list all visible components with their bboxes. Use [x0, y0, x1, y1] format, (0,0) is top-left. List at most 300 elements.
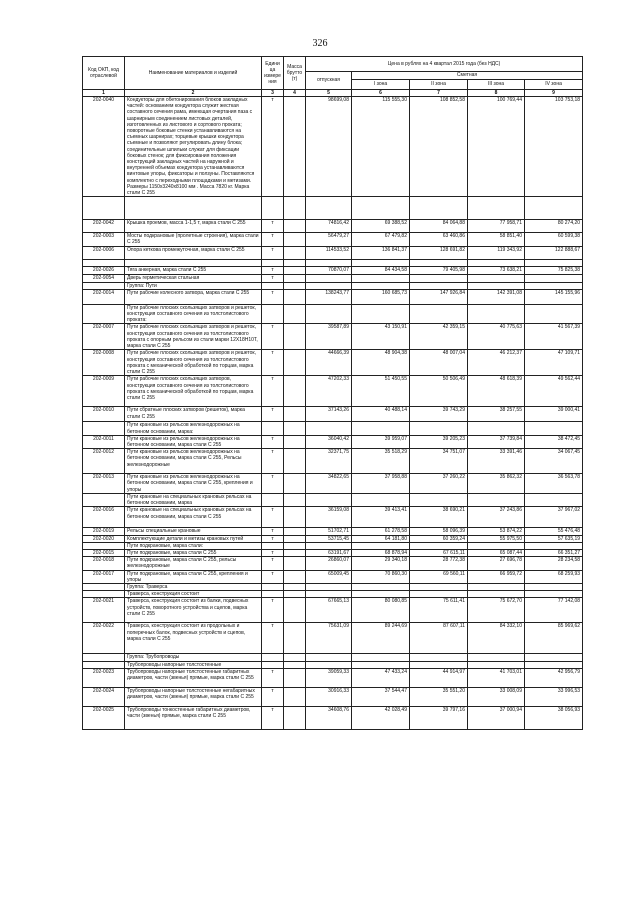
cell-mass — [284, 304, 306, 324]
cell-name: Мосты подкрановые (пролетные строения), марка стали С 255 — [125, 233, 262, 246]
cell-p5: 26860,07 — [306, 557, 352, 570]
cell-p9: 55 476,48 — [525, 528, 583, 535]
cell-p8: 73 638,21 — [468, 266, 525, 274]
cell-name: Пути крановые из рельсов железнодорожных на бетонном основании, марка стали С 255, крепления и упоры — [125, 474, 262, 494]
cell-p5: 65009,45 — [306, 570, 352, 583]
header-zone-1: I зона — [352, 80, 410, 90]
cell-p5: 70870,07 — [306, 266, 352, 274]
cell-p7: 39 205,23 — [410, 435, 468, 448]
price-table — [82, 56, 583, 730]
header-zone-2: II зона — [410, 80, 468, 90]
table-row — [83, 220, 583, 233]
cell-p9: 145 155,96 — [525, 289, 583, 304]
cell-p7: 42 359,15 — [410, 324, 468, 350]
cell-mass — [284, 246, 306, 259]
table-row — [83, 282, 583, 289]
table-row — [83, 706, 583, 729]
cell-p7: 128 691,82 — [410, 246, 468, 259]
cell-p9: 57 635,19 — [525, 535, 583, 542]
table-row — [83, 623, 583, 654]
cell-p8 — [468, 304, 525, 324]
cell-p5: 36040,42 — [306, 435, 352, 448]
table-row — [83, 435, 583, 448]
cell-unit: т — [262, 97, 284, 197]
cell-unit: т — [262, 289, 284, 304]
cell-p6: 69 388,52 — [352, 220, 410, 233]
cell-p7: 39 743,29 — [410, 407, 468, 422]
cell-name: Пути подкрановые, марка стали С 255, крепления и упоры — [125, 570, 262, 583]
cell-name: Тяга анкерная, марка стали С 255 — [125, 266, 262, 274]
cell-unit — [262, 282, 284, 289]
cell-p8: 41 703,01 — [468, 668, 525, 687]
cell-code: 202-0016 — [83, 507, 125, 528]
cell-p8: 142 391,08 — [468, 289, 525, 304]
cell-mass — [284, 706, 306, 729]
cell-p6 — [352, 197, 410, 220]
cell-name: Крышка проемов, масса 1-1,5 т, марка стали С 255 — [125, 220, 262, 233]
cell-code — [83, 654, 125, 661]
header-estimate: Сметная — [352, 72, 583, 80]
header-release: отпускная — [306, 72, 352, 90]
table-row — [83, 687, 583, 706]
table-row — [83, 422, 583, 435]
cell-mass — [284, 535, 306, 542]
cell-p6: 160 685,73 — [352, 289, 410, 304]
table-row — [83, 274, 583, 282]
cell-p6 — [352, 542, 410, 549]
cell-p7 — [410, 259, 468, 266]
cell-code — [83, 493, 125, 506]
cell-p9: 38 472,45 — [525, 435, 583, 448]
table-row — [83, 259, 583, 266]
header-zone-4: IV зона — [525, 80, 583, 90]
table-row — [83, 654, 583, 661]
cell-p5: 138243,77 — [306, 289, 352, 304]
cell-p8: 33 008,09 — [468, 687, 525, 706]
cell-code — [83, 422, 125, 435]
cell-mass — [284, 687, 306, 706]
cell-mass — [284, 324, 306, 350]
cell-name: Трубопроводы тонкостенные габаритных диаметров, части (звенья) прямые, марка стали С 255 — [125, 706, 262, 729]
cell-name: Кондукторы для обетонирования блоков закладных частей: основанием кондуктора служит жесткая составного сечения рама, имеющая очертания паза с шарнирным соединением листовых деталей, изготовленных из листового и сортового проката; поворотные боковые стенки устанавливаются на съемных шарнирах; торцевые крышки кондуктора съемные и позволяют регулировать длину блока; соединительные шпильки служат для фиксации боковых стенок; для фиксирования положения конструкций закладных частей на наружной и внутренней объемах кондуктора устанавливаются винтовые упоры, фиксаторы и ползуны. Поставляются комплектно с переходными площадками и метизами. Размеры 1150х3240х8100 мм . Масса 7820 кг. Марка стали С 255 — [125, 97, 262, 197]
cell-p5: 32371,75 — [306, 449, 352, 474]
cell-name: Трубопроводы напорные толстостенные — [125, 661, 262, 668]
cell-p6: 48 904,38 — [352, 350, 410, 376]
cell-unit: т — [262, 528, 284, 535]
cell-p6: 67 479,82 — [352, 233, 410, 246]
cell-p7: 38 690,21 — [410, 507, 468, 528]
cell-code: 202-0009 — [83, 376, 125, 407]
cell-name — [125, 259, 262, 266]
cell-unit: т — [262, 507, 284, 528]
cell-p9: 39 000,41 — [525, 407, 583, 422]
cell-code: 202-0040 — [83, 97, 125, 197]
cell-p6 — [352, 274, 410, 282]
cell-unit: т — [262, 598, 284, 623]
cell-mass — [284, 220, 306, 233]
cell-p9 — [525, 422, 583, 435]
cell-code: 202-0024 — [83, 687, 125, 706]
cell-mass — [284, 528, 306, 535]
column-number: 2 — [125, 90, 262, 97]
cell-unit — [262, 493, 284, 506]
cell-p9: 47 109,71 — [525, 350, 583, 376]
cell-unit: т — [262, 220, 284, 233]
table-row — [83, 289, 583, 304]
cell-p6 — [352, 493, 410, 506]
cell-p6: 70 860,30 — [352, 570, 410, 583]
cell-p8: 48 618,39 — [468, 376, 525, 407]
column-number: 6 — [352, 90, 410, 97]
table-body — [83, 97, 583, 730]
cell-name: Пути крановые из рельсов железнодорожных на бетонном основании, марка стали С 255 — [125, 435, 262, 448]
cell-p7 — [410, 274, 468, 282]
cell-p7: 58 096,39 — [410, 528, 468, 535]
cell-p9 — [525, 591, 583, 598]
cell-p9: 80 274,20 — [525, 220, 583, 233]
cell-code: 202-0018 — [83, 557, 125, 570]
cell-p6 — [352, 654, 410, 661]
cell-p8: 65 087,44 — [468, 549, 525, 556]
cell-p8 — [468, 591, 525, 598]
cell-mass — [284, 542, 306, 549]
cell-p9: 77 142,08 — [525, 598, 583, 623]
cell-p5: 114533,52 — [306, 246, 352, 259]
cell-mass — [284, 570, 306, 583]
cell-p7: 67 615,11 — [410, 549, 468, 556]
cell-p9 — [525, 542, 583, 549]
cell-p9: 85 969,62 — [525, 623, 583, 654]
cell-name: Траверса, конструкция состоит из продольных и поперечных балок, подвесных устройств и сцепов, марка стали С 255 — [125, 623, 262, 654]
cell-code: 202-0008 — [83, 350, 125, 376]
cell-p9 — [525, 583, 583, 590]
cell-unit: т — [262, 376, 284, 407]
cell-unit — [262, 304, 284, 324]
cell-p5: 39587,89 — [306, 324, 352, 350]
cell-p8: 55 975,50 — [468, 535, 525, 542]
cell-unit — [262, 422, 284, 435]
table-row — [83, 304, 583, 324]
cell-p7 — [410, 197, 468, 220]
cell-code: 202-0013 — [83, 474, 125, 494]
cell-name: Пути подкрановые, марка стали С 255 — [125, 549, 262, 556]
cell-name: Пути рабочие колесного затвора, марка стали С 255 — [125, 289, 262, 304]
cell-p5: 98699,08 — [306, 97, 352, 197]
cell-mass — [284, 549, 306, 556]
cell-code — [83, 591, 125, 598]
cell-p7: 44 914,97 — [410, 668, 468, 687]
cell-code: 202-0012 — [83, 449, 125, 474]
cell-p5: 34608,76 — [306, 706, 352, 729]
cell-mass — [284, 557, 306, 570]
cell-p9 — [525, 493, 583, 506]
cell-p5: 30916,33 — [306, 687, 352, 706]
cell-p8 — [468, 542, 525, 549]
cell-p9: 49 562,44 — [525, 376, 583, 407]
cell-p5 — [306, 583, 352, 590]
table-row — [83, 661, 583, 668]
cell-p8: 33 391,46 — [468, 449, 525, 474]
cell-p9: 66 351,27 — [525, 549, 583, 556]
cell-mass — [284, 274, 306, 282]
cell-p6: 42 028,49 — [352, 706, 410, 729]
cell-p5: 36159,08 — [306, 507, 352, 528]
cell-p9: 75 825,38 — [525, 266, 583, 274]
table-row — [83, 549, 583, 556]
cell-unit: т — [262, 266, 284, 274]
cell-p6 — [352, 259, 410, 266]
cell-mass — [284, 422, 306, 435]
cell-name: Пути крановые из рельсов железнодорожных на бетонном основании, марка: — [125, 422, 262, 435]
cell-unit — [262, 591, 284, 598]
cell-code: 202-0025 — [83, 706, 125, 729]
cell-p8: 46 212,37 — [468, 350, 525, 376]
header-mass: Масса брутто (т) — [284, 57, 306, 90]
cell-p6: 61 278,58 — [352, 528, 410, 535]
cell-mass — [284, 259, 306, 266]
cell-name: Траверса, конструкция состоит — [125, 591, 262, 598]
cell-unit — [262, 583, 284, 590]
table-row — [83, 97, 583, 197]
cell-p7: 147 926,84 — [410, 289, 468, 304]
cell-mass — [284, 266, 306, 274]
cell-p8: 84 332,10 — [468, 623, 525, 654]
cell-p6: 29 340,18 — [352, 557, 410, 570]
cell-p8 — [468, 661, 525, 668]
cell-p6 — [352, 661, 410, 668]
cell-code: 202-9054 — [83, 274, 125, 282]
cell-name: Пути рабочие плоских скользящих затворов и решеток, конструкция составного сечения из толстолистового проката с опорным рельсом из стали марки 12Х18Н10Т, марка стали С 255 — [125, 324, 262, 350]
cell-unit: т — [262, 557, 284, 570]
cell-name: Комплектующие детали и метизы крановых путей — [125, 535, 262, 542]
cell-p6: 68 878,94 — [352, 549, 410, 556]
cell-name: Пути подкрановые, марка стали С 255, рельсы железнодорожные — [125, 557, 262, 570]
cell-unit — [262, 542, 284, 549]
cell-p5: 47202,33 — [306, 376, 352, 407]
cell-p8: 75 672,70 — [468, 598, 525, 623]
cell-name: Дверь герметическая стальная — [125, 274, 262, 282]
cell-name: Пути рабочие плоских скользящих затворов, конструкция составного сечения из толстолистового проката с механической обработкой по торцам, марка стали С 255 — [125, 376, 262, 407]
cell-p5: 51702,71 — [306, 528, 352, 535]
column-number: 9 — [525, 90, 583, 97]
cell-p8: 37 243,86 — [468, 507, 525, 528]
cell-p5: 37143,26 — [306, 407, 352, 422]
cell-p8: 119 343,92 — [468, 246, 525, 259]
cell-code — [83, 259, 125, 266]
cell-p5 — [306, 493, 352, 506]
table-row — [83, 668, 583, 687]
cell-p9: 68 259,93 — [525, 570, 583, 583]
table-row — [83, 324, 583, 350]
cell-unit: т — [262, 350, 284, 376]
cell-p8: 40 775,63 — [468, 324, 525, 350]
table-row — [83, 583, 583, 590]
cell-p8: 58 851,40 — [468, 233, 525, 246]
cell-p8 — [468, 654, 525, 661]
column-number: 5 — [306, 90, 352, 97]
cell-p9: 41 567,39 — [525, 324, 583, 350]
cell-p6: 43 150,91 — [352, 324, 410, 350]
cell-code — [83, 583, 125, 590]
cell-p7: 60 359,24 — [410, 535, 468, 542]
cell-mass — [284, 435, 306, 448]
cell-p7 — [410, 422, 468, 435]
cell-name: Трубопроводы напорные толстостенные негабаритных диаметров, части (звенья) прямые, марка стали С 255 — [125, 687, 262, 706]
cell-code — [83, 282, 125, 289]
header-name: Наименование материалов и изделий — [125, 57, 262, 90]
cell-p5: 75631,09 — [306, 623, 352, 654]
cell-p7: 69 560,11 — [410, 570, 468, 583]
cell-name: Пути сбратные плоских затворов (решеток), марка стали С 255 — [125, 407, 262, 422]
cell-p7 — [410, 591, 468, 598]
cell-code: 202-0019 — [83, 528, 125, 535]
cell-name: Пути крановые на специальных крановых рельсах на бетонном основании, марка — [125, 493, 262, 506]
cell-unit — [262, 259, 284, 266]
cell-mass — [284, 493, 306, 506]
cell-mass — [284, 474, 306, 494]
cell-name: Группа: Траверса — [125, 583, 262, 590]
table-row — [83, 598, 583, 623]
table-row — [83, 570, 583, 583]
table-row — [83, 233, 583, 246]
cell-p9 — [525, 282, 583, 289]
cell-p7: 34 751,07 — [410, 449, 468, 474]
table-row — [83, 507, 583, 528]
cell-unit: т — [262, 549, 284, 556]
cell-p5: 34822,65 — [306, 474, 352, 494]
cell-p9: 37 967,02 — [525, 507, 583, 528]
table-row — [83, 197, 583, 220]
cell-mass — [284, 668, 306, 687]
cell-p6: 40 488,14 — [352, 407, 410, 422]
cell-code: 202-0021 — [83, 598, 125, 623]
cell-p5: 53715,45 — [306, 535, 352, 542]
cell-p8: 100 769,44 — [468, 97, 525, 197]
cell-p6 — [352, 591, 410, 598]
cell-mass — [284, 350, 306, 376]
cell-p9: 28 234,58 — [525, 557, 583, 570]
cell-code — [83, 542, 125, 549]
cell-p5: 67665,13 — [306, 598, 352, 623]
cell-p8: 37 000,94 — [468, 706, 525, 729]
cell-mass — [284, 407, 306, 422]
cell-unit: т — [262, 274, 284, 282]
cell-p7 — [410, 654, 468, 661]
cell-mass — [284, 97, 306, 197]
table-row — [83, 591, 583, 598]
cell-p7 — [410, 304, 468, 324]
cell-p7: 48 007,04 — [410, 350, 468, 376]
cell-p6: 51 450,55 — [352, 376, 410, 407]
cell-p6 — [352, 422, 410, 435]
cell-p6: 136 841,37 — [352, 246, 410, 259]
cell-p8: 38 257,55 — [468, 407, 525, 422]
page-number: 326 — [312, 38, 328, 49]
cell-mass — [284, 197, 306, 220]
cell-mass — [284, 289, 306, 304]
cell-name: Трубопроводы напорные толстостенные габаритных диаметров, части (звенья) прямые, марка стали С 255 — [125, 668, 262, 687]
cell-mass — [284, 623, 306, 654]
table-row — [83, 376, 583, 407]
cell-code: 202-0022 — [83, 623, 125, 654]
cell-p8 — [468, 197, 525, 220]
table-row — [83, 449, 583, 474]
header-price-title: Цена в рублях на 4 квартал 2015 года (без НДС) — [306, 57, 583, 72]
table-row — [83, 407, 583, 422]
cell-unit: т — [262, 687, 284, 706]
cell-p6: 47 433,24 — [352, 668, 410, 687]
cell-p5 — [306, 259, 352, 266]
cell-p6: 64 181,80 — [352, 535, 410, 542]
cell-code: 202-0026 — [83, 266, 125, 274]
cell-unit: т — [262, 246, 284, 259]
cell-p9 — [525, 259, 583, 266]
table-row — [83, 246, 583, 259]
header-unit: Едини ца измере ния — [262, 57, 284, 90]
cell-p9 — [525, 661, 583, 668]
cell-p7 — [410, 542, 468, 549]
cell-p5 — [306, 542, 352, 549]
cell-p6: 89 244,69 — [352, 623, 410, 654]
cell-p5 — [306, 282, 352, 289]
cell-p7: 50 506,49 — [410, 376, 468, 407]
cell-p5 — [306, 591, 352, 598]
cell-name: Группа: Трубопроводы — [125, 654, 262, 661]
cell-p7: 39 797,16 — [410, 706, 468, 729]
cell-p6: 37 958,88 — [352, 474, 410, 494]
cell-p9 — [525, 304, 583, 324]
cell-code: 202-0042 — [83, 220, 125, 233]
cell-code — [83, 661, 125, 668]
cell-unit — [262, 654, 284, 661]
cell-p5: 39059,33 — [306, 668, 352, 687]
cell-code: 202-0007 — [83, 324, 125, 350]
cell-p8 — [468, 259, 525, 266]
cell-p7: 63 460,86 — [410, 233, 468, 246]
cell-p7: 87 607,11 — [410, 623, 468, 654]
cell-p9 — [525, 654, 583, 661]
cell-code: 202-0015 — [83, 549, 125, 556]
cell-p6: 35 518,29 — [352, 449, 410, 474]
table-row — [83, 493, 583, 506]
column-number: 7 — [410, 90, 468, 97]
cell-code: 202-0011 — [83, 435, 125, 448]
cell-code: 202-0023 — [83, 668, 125, 687]
cell-p6: 84 434,58 — [352, 266, 410, 274]
cell-unit: т — [262, 474, 284, 494]
cell-code: 202-0003 — [83, 233, 125, 246]
header-zone-3: III зона — [468, 80, 525, 90]
cell-p9: 60 599,38 — [525, 233, 583, 246]
cell-name: Траверса, конструкция состоит из балки, подвесных устройств, поворотного устройства и сцепов, марка стали С 255 — [125, 598, 262, 623]
column-number: 3 — [262, 90, 284, 97]
cell-code: 202-0017 — [83, 570, 125, 583]
cell-p9: 36 563,78 — [525, 474, 583, 494]
table-row — [83, 266, 583, 274]
cell-unit: т — [262, 570, 284, 583]
cell-mass — [284, 661, 306, 668]
cell-p9: 103 753,18 — [525, 97, 583, 197]
table-row — [83, 528, 583, 535]
cell-p6: 115 555,30 — [352, 97, 410, 197]
cell-mass — [284, 282, 306, 289]
cell-p8 — [468, 282, 525, 289]
cell-p8: 37 739,84 — [468, 435, 525, 448]
cell-name: Пути крановые из рельсов железнодорожных на бетонном основании, марка стали С 255, Рельсы железнодорожные — [125, 449, 262, 474]
cell-mass — [284, 376, 306, 407]
cell-p9: 34 067,45 — [525, 449, 583, 474]
column-number-row — [83, 90, 583, 97]
